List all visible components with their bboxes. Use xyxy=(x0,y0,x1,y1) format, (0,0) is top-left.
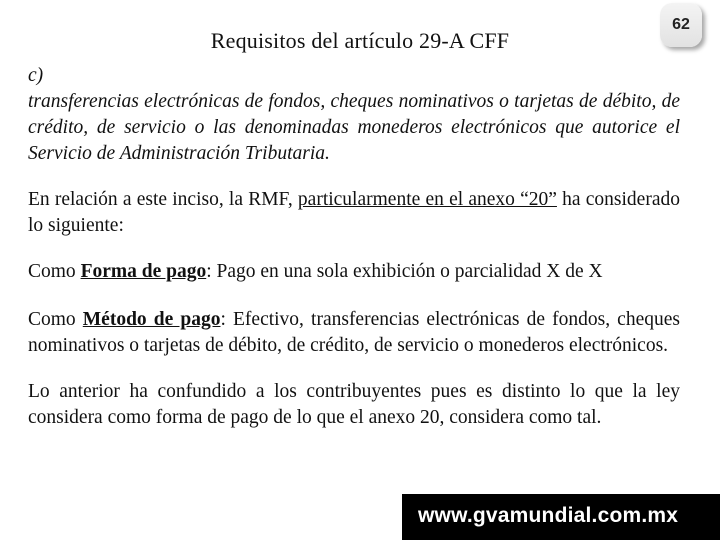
rmf-intro-after: ha considerado lo siguiente: xyxy=(28,189,680,236)
rmf-intro-underlined: particularmente en el anexo “20” xyxy=(297,189,557,210)
item-text: transferencias electrónicas de fondos, cheques nominativos o tarjetas de débito, de crédito, de servicio o las denominadas monederos electrónicos que autorice el Servicio de Administración Tributaria. xyxy=(28,91,680,164)
forma-text: : Pago en una sola exhibición o parcialidad X de X xyxy=(206,261,603,282)
forma-prefix: Como xyxy=(28,261,81,282)
rmf-paragraph xyxy=(28,187,680,239)
slide-content xyxy=(28,63,680,431)
item-label: c) xyxy=(28,65,44,86)
rmf-intro-before: En relación a este inciso, la RMF, xyxy=(28,189,298,210)
metodo-de-pago-paragraph xyxy=(28,307,680,359)
metodo-text: : Efectivo, transferencias electrónicas de fondos, cheques nominativos o tarjetas de débito, de crédito, de servicio o monederos electrónicos. xyxy=(28,309,680,356)
conclusion-paragraph: Lo anterior ha confundido a los contribuyentes pues es distinto lo que la ley considera como forma de pago de lo que el anexo 20, considera como tal. xyxy=(28,381,680,428)
metodo-label: Método de pago xyxy=(82,309,221,330)
metodo-prefix: Como xyxy=(28,309,83,330)
forma-de-pago-paragraph xyxy=(28,259,680,285)
footer-url: www.gvamundial.com.mx xyxy=(418,504,679,527)
page-number-badge xyxy=(660,3,702,47)
slide-title xyxy=(0,28,720,54)
slide-title-text: Requisitos del artículo 29-A CFF xyxy=(210,28,510,53)
page-number: 62 xyxy=(672,16,690,33)
forma-label: Forma de pago xyxy=(80,261,207,282)
